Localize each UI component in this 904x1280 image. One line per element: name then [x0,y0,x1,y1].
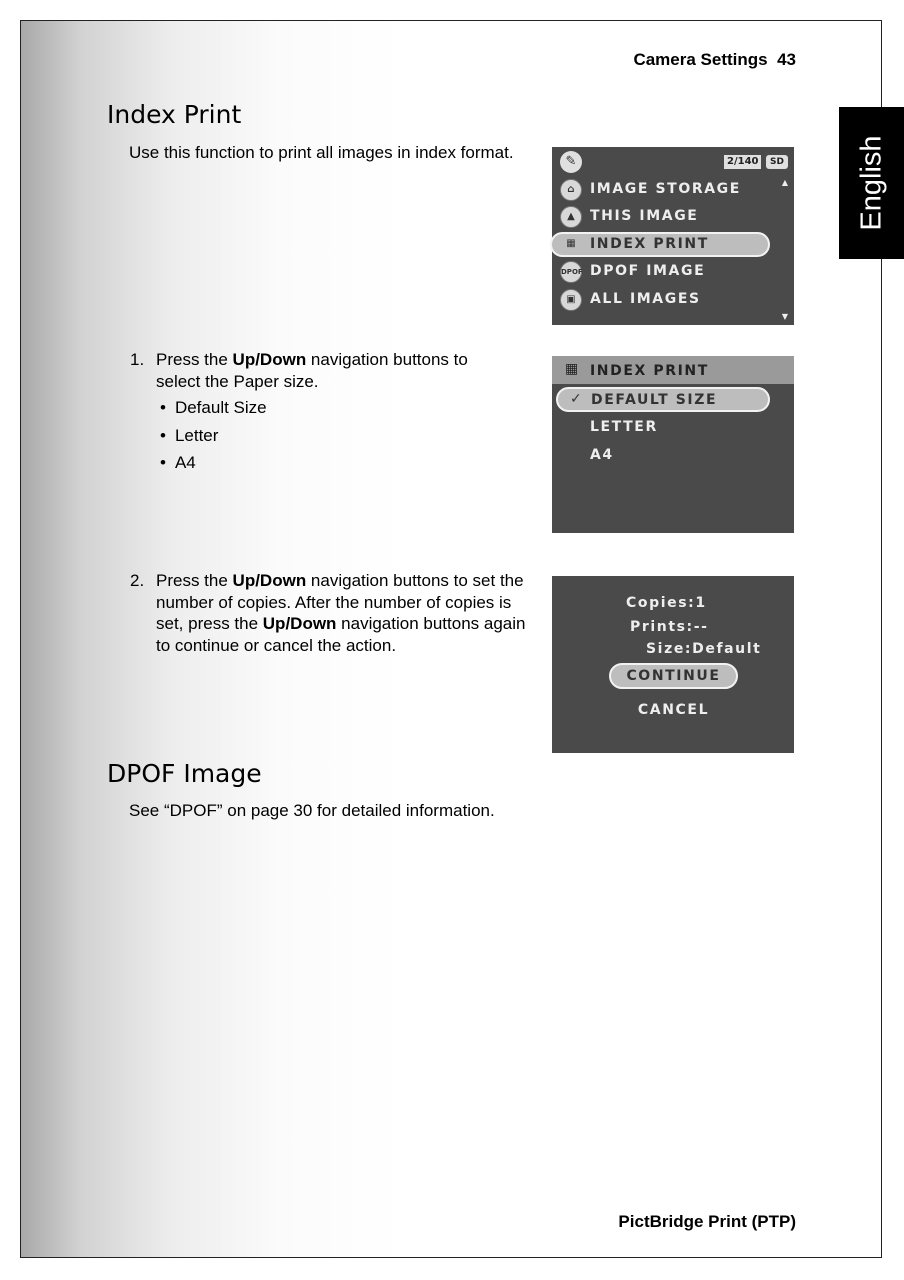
screen-paper-size [552,356,794,533]
all-images-icon: ▣ [560,289,582,311]
pictbridge-icon: ✎ [560,151,582,173]
menu-item-label: INDEX PRINT [590,236,709,252]
copies-value: Copies:1 [626,595,707,611]
menu-item-label: ALL IMAGES [590,291,701,307]
dpof-icon: DPOF [560,261,582,283]
paper-size-list [160,398,267,481]
size-value: Size:Default [646,641,762,657]
step-2-bold-1: Up/Down [232,571,307,590]
index-print-intro: Use this function to print all images in index format. [129,143,514,162]
menu-item-label: THIS IMAGE [590,208,699,224]
step-2-number: 2. [130,571,145,590]
check-icon: ✓ [570,391,584,407]
step-1 [130,349,510,392]
language-tab [839,107,904,259]
option-default-size[interactable] [556,387,770,412]
step-1-number: 1. [130,350,145,369]
menu-item-image-storage[interactable] [552,178,770,202]
step-1-bold: Up/Down [232,350,307,369]
menu-item-index-print[interactable] [552,233,770,257]
menu-item-dpof-image[interactable] [552,260,770,284]
step-2 [130,570,542,656]
sd-card-badge: SD [766,155,788,169]
menu-item-label: DPOF IMAGE [590,263,706,279]
scroll-down-icon: ▼ [781,312,788,321]
option-a4[interactable]: A4 [590,447,614,463]
menu-item-all-images[interactable] [552,288,770,312]
menu-item-this-image[interactable] [552,205,770,229]
step-2-prefix: Press the [156,571,233,590]
index-grid-icon: ▦ [566,238,576,249]
list-item: • Letter [160,426,267,454]
image-icon: ▲ [560,206,582,228]
screen-copies [552,576,794,753]
option-label: DEFAULT SIZE [591,392,718,408]
step-2-suffix: navigation buttons again to continue or cancel the action. [156,614,526,655]
running-header [633,50,796,70]
storage-icon: ⌂ [560,179,582,201]
scroll-up-icon: ▲ [781,178,788,187]
index-grid-icon: ▦ [565,361,579,377]
header-page-number: 43 [777,50,796,69]
dpof-image-title: DPOF Image [107,759,262,788]
list-item: • Default Size [160,398,267,426]
prints-value: Prints:-- [630,619,709,635]
cancel-button[interactable]: CANCEL [637,702,710,718]
list-item: • A4 [160,453,267,481]
option-letter[interactable]: LETTER [590,419,658,435]
step-1-suffix: navigation buttons to select the Paper size. [156,350,468,391]
image-counter: 2/140 [724,155,761,169]
step-1-prefix: Press the [156,350,233,369]
screen-pictbridge-menu [552,147,794,325]
index-print-title: Index Print [107,100,242,129]
screen-title: INDEX PRINT [590,363,709,379]
step-2-middle: navigation buttons to set the number of copies. After the number of copies is set, press the [156,571,524,633]
screen-title-bar [552,356,794,384]
header-section: Camera Settings [633,50,768,69]
language-label: English [855,135,887,231]
menu-item-label: IMAGE STORAGE [590,181,741,197]
running-footer: PictBridge Print (PTP) [618,1212,796,1231]
continue-button[interactable]: CONTINUE [609,663,738,689]
step-2-bold-2: Up/Down [262,614,337,633]
dpof-image-body: See “DPOF” on page 30 for detailed information. [129,801,495,820]
